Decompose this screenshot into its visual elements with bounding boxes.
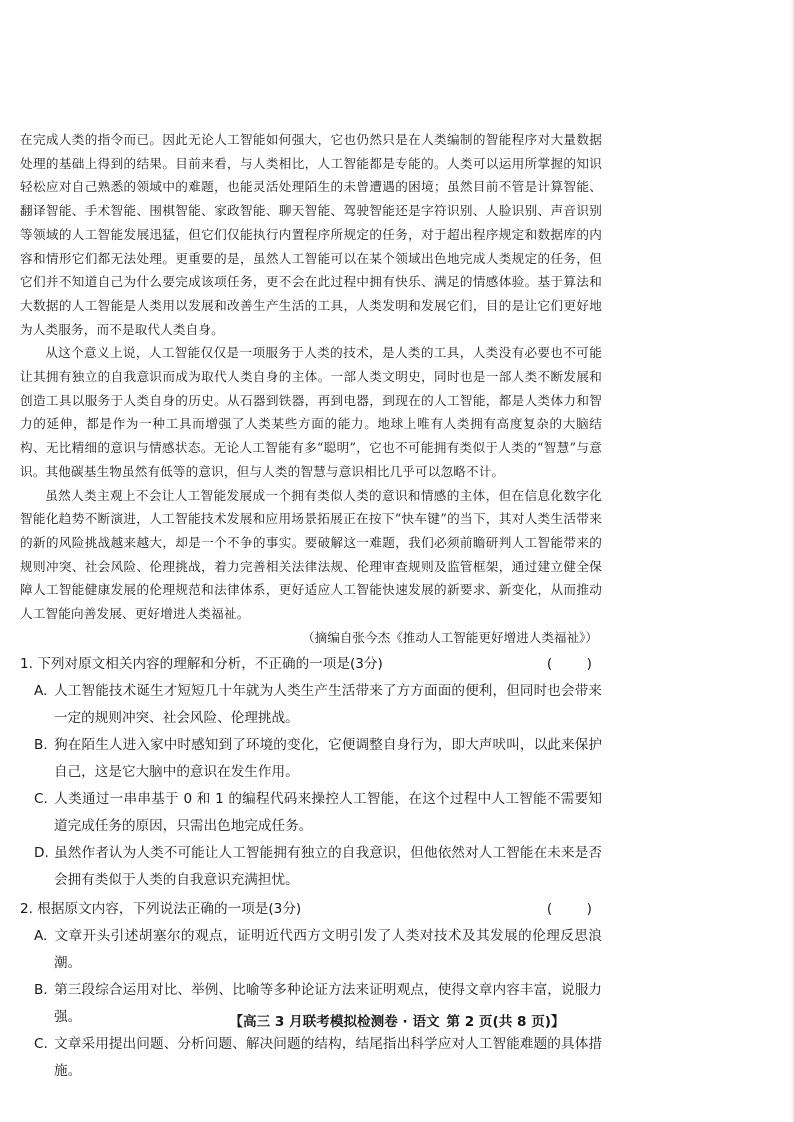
option-b[interactable] [20, 732, 602, 786]
option-text: 文章采用提出问题、分析问题、解决问题的结构，结尾指出科学应对人工智能难题的具体措施。 [54, 1036, 602, 1080]
option-text: 人工智能技术诞生才短短几十年就为人类生产生活带来了方方面面的便利，但同时也会带来一定的规则冲突、社会风险、伦理挑战。 [54, 683, 602, 727]
page-footer [0, 1010, 794, 1030]
page-number: 第 2 页(共 8 页)】 [446, 1014, 565, 1030]
option-letter: D. [34, 845, 49, 862]
passage-source: （摘编自张今杰《推动人工智能更好增进人类福祉》） [302, 629, 598, 645]
option-text: 第三段综合运用对比、举例、比喻等多种论证方法来证明观点，使得文章内容丰富，说服力强。 [54, 982, 602, 1026]
answer-blank[interactable]: ( ) [546, 901, 592, 918]
option-letter: A. [34, 683, 48, 700]
option-letter: C. [34, 1036, 48, 1053]
reading-passage [20, 128, 602, 649]
option-c[interactable] [20, 786, 602, 840]
passage-paragraph-2: 从这个意义上说，人工智能仅仅是一项服务于人类的技术，是人类的工具，人类没有必要也不可能让其拥有独立的自我意识而成为取代人类自身的主体。一部人类文明史，同时也是一部人类不断发展和创造工具以服务于人类自身的历史。从石器到铁器，再到电器，到现在的人工智能，都是人类体力和智力的延伸，都是作为一种工具而增强了人类某些方面的能力。地球上唯有人类拥有高度复杂的大脑结构、无比精细的意识与情感状态。无论人工智能有多“聪明”，它也不可能拥有类似于人类的“智慧”与意识。其他碳基生物虽然有低等的意识，但与人类的智慧与意识相比几乎可以忽略不计。 [20, 345, 602, 479]
answer-blank[interactable]: ( ) [546, 656, 592, 673]
passage-paragraph-1: 在完成人类的指令而已。因此无论人工智能如何强大，它也仍然只是在人类编制的智能程序对大量数据处理的基础上得到的结果。目前来看，与人类相比，人工智能都是专能的。人类可以运用所掌握的知识轻松应对自己熟悉的领域中的难题，也能灵活处理陌生的未曾遭遇的困境；虽然目前不管是计算智能、翻译智能、手术智能、围棋智能、家政智能、聊天智能、驾驶智能还是字符识别、人脸识别、声音识别等领域的人工智能发展迅猛，但它们仅能执行内置程序所规定的任务，对于超出程序规定和数据库的内容和情形它们都无法处理。更重要的是，虽然人工智能可以在某个领域出色地完成人类规定的任务，但它们并不知道自己为什么要完成该项任务，更不会在此过程中拥有快乐、满足的情感体验。基于算法和大数据的人工智能是人类用以发展和改善生产生活的工具，人类发明和发展它们，目的是让它们更好地为人类服务，而不是取代人类自身。 [20, 132, 602, 337]
option-letter: C. [34, 791, 48, 808]
scan-edge-shadow [790, 0, 794, 1122]
exam-title: 【高三 3 月联考模拟检测卷 · 语文 [229, 1014, 440, 1030]
page-content [20, 128, 602, 1085]
option-d[interactable] [20, 840, 602, 894]
option-text: 人类通过一串串基于 0 和 1 的编程代码来操控人工智能，在这个过程中人工智能不需要知道完成任务的原因，只需出色地完成任务。 [54, 791, 602, 835]
option-text: 狗在陌生人进入家中时感知到了环境的变化，它便调整自身行为，即大声吠叫，以此来保护自己，这是它大脑中的意识在发生作用。 [54, 737, 602, 781]
question-stem [20, 896, 602, 923]
passage-paragraph-3: 虽然人类主观上不会让人工智能发展成一个拥有类似人类的意识和情感的主体，但在信息化数字化智能化趋势不断演进，人工智能技术发展和应用场景拓展正在按下“快车键”的当下，其对人类生活带来的新的风险挑战越来越大，却是一个不争的事实。要破解这一难题，我们必须前瞻研判人工智能带来的规则冲突、社会风险、伦理挑战，着力完善相关法律法规、伦理审查规则及监管框架，通过建立健全保障人工智能健康发展的伦理规范和法律体系，更好适应人工智能快速发展的新要求、新变化，从而推动人工智能向善发展、更好增进人类福祉。 [20, 487, 602, 622]
option-letter: B. [34, 737, 48, 754]
question-stem [20, 651, 602, 678]
option-c[interactable] [20, 1031, 602, 1085]
option-a[interactable] [20, 678, 602, 732]
question-1 [20, 651, 602, 894]
option-letter: A. [34, 928, 48, 945]
question-1-text: 1. 下列对原文相关内容的理解和分析，不正确的一项是(3分) [20, 656, 383, 673]
option-text: 文章开头引述胡塞尔的观点，证明近代西方文明引发了人类对技术及其发展的伦理反思浪潮。 [54, 928, 602, 972]
option-text: 虽然作者认为人类不可能让人工智能拥有独立的自我意识，但他依然对人工智能在未来是否会拥有类似于人类的自我意识充满担忧。 [54, 845, 602, 889]
option-letter: B. [34, 982, 48, 999]
question-2 [20, 896, 602, 1085]
option-a[interactable] [20, 923, 602, 977]
question-2-text: 2. 根据原文内容，下列说法正确的一项是(3分) [20, 901, 302, 918]
